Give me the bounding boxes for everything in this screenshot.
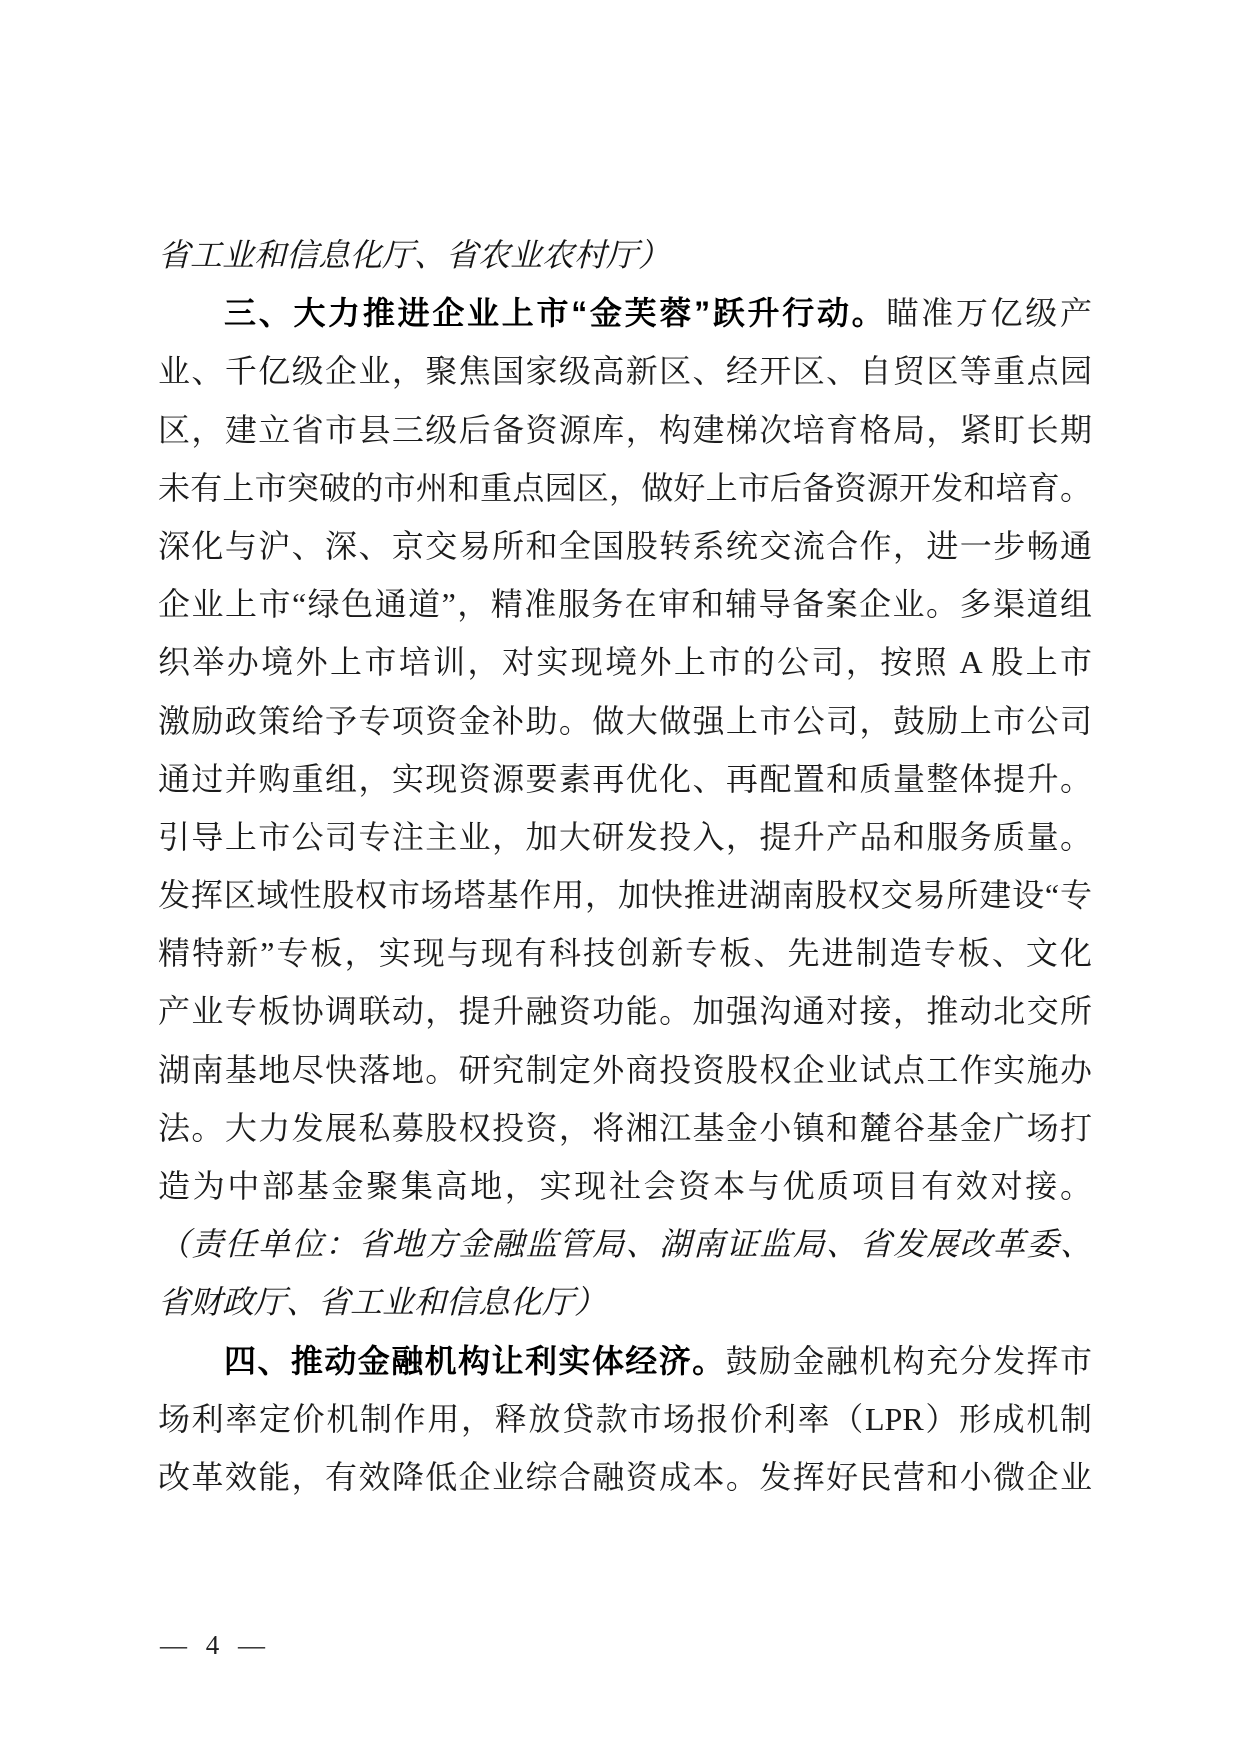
text-line — [158, 284, 1092, 342]
text-line — [158, 1390, 1092, 1448]
text-run: 改革效能，有效降低企业综合融资成本。发挥好民营和小微企业 — [158, 1458, 1092, 1495]
text-line — [158, 633, 1092, 691]
text-line — [158, 1332, 1092, 1390]
text-run: 鼓励金融机构充分发挥市 — [725, 1342, 1092, 1379]
text-run: 湖南基地尽快落地。研究制定外商投资股权企业试点工作实施办 — [158, 1051, 1092, 1088]
text-line — [158, 924, 1092, 982]
text-line — [158, 226, 1092, 284]
text-run: 造为中部基金聚集高地，实现社会资本与优质项目有效对接。 — [158, 1168, 1092, 1204]
text-line — [158, 866, 1092, 924]
text-run: 未有上市突破的市州和重点园区，做好上市后备资源开发和培育。 — [158, 469, 1092, 506]
text-run: 三、大力推进企业上市“金芙蓉”跃升行动。 — [224, 295, 887, 332]
text-line — [158, 517, 1092, 575]
text-run: 四、推动金融机构让利实体经济。 — [224, 1342, 726, 1379]
document-body — [158, 226, 1092, 1506]
page-number: — 4 — — [160, 1630, 271, 1660]
text-run: 发挥区域性股权市场塔基作用，加快推进湖南股权交易所建设“专 — [158, 877, 1092, 914]
text-run: 区，建立省市县三级后备资源库，构建梯次培育格局，紧盯长期 — [158, 411, 1092, 448]
text-line — [158, 1215, 1092, 1273]
text-run: （责任单位：省地方金融监管局、湖南证监局、省发展改革委、 — [158, 1226, 1092, 1263]
text-run: 法。大力发展私募股权投资，将湘江基金小镇和麓谷基金广场打 — [158, 1109, 1092, 1146]
text-line — [158, 1041, 1092, 1099]
text-run: 瞄准万亿级产 — [886, 295, 1092, 332]
text-line — [158, 401, 1092, 459]
text-run: 企业上市“绿色通道”，精准服务在审和辅导备案企业。多渠道组 — [158, 586, 1092, 623]
text-run: 引导上市公司专注主业，加大研发投入，提升产品和服务质量。 — [158, 818, 1092, 855]
text-run: 精特新”专板，实现与现有科技创新专板、先进制造专板、文化 — [158, 935, 1092, 972]
text-run: 深化与沪、深、京交易所和全国股转系统交流合作，进一步畅通 — [158, 527, 1092, 564]
text-run: 产业专板协调联动，提升融资功能。加强沟通对接，推动北交所 — [158, 993, 1092, 1030]
text-line — [158, 1157, 1092, 1215]
text-line — [158, 1273, 1092, 1331]
text-line — [158, 750, 1092, 808]
text-run: 激励政策给予专项资金补助。做大做强上市公司，鼓励上市公司 — [158, 702, 1092, 739]
text-line — [158, 1448, 1092, 1506]
text-run: 业、千亿级企业，聚焦国家级高新区、经开区、自贸区等重点园 — [158, 353, 1092, 390]
text-line — [158, 982, 1092, 1040]
text-run: 通过并购重组，实现资源要素再优化、再配置和质量整体提升。 — [158, 760, 1092, 797]
text-run: 场利率定价机制作用，释放贷款市场报价利率（LPR）形成机制 — [158, 1400, 1092, 1437]
text-line — [158, 692, 1092, 750]
text-line — [158, 342, 1092, 400]
text-line — [158, 459, 1092, 517]
text-run: 省工业和信息化厅、省农业农村厅） — [158, 237, 671, 273]
text-line — [158, 808, 1092, 866]
text-run: 织举办境外上市培训，对实现境外上市的公司，按照 A 股上市 — [158, 644, 1092, 681]
text-run: 省财政厅、省工业和信息化厅） — [158, 1284, 607, 1321]
text-line — [158, 575, 1092, 633]
text-line — [158, 1099, 1092, 1157]
